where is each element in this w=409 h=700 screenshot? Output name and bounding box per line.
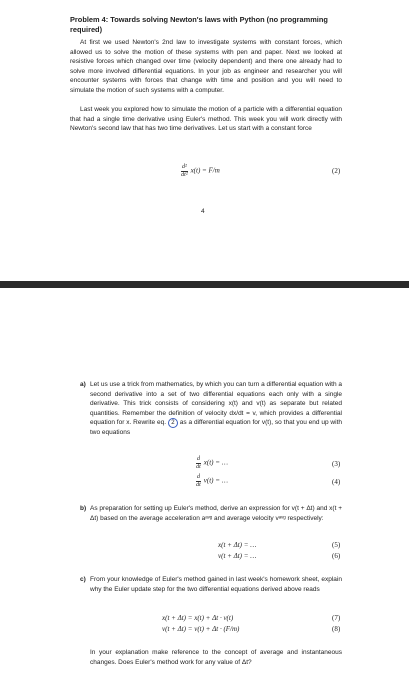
intro-paragraph-2: Last week you explored how to simulate the motion of a particle with a differential equation that had a single time derivative using Euler's method. This week you will work directly with Newton's second law that has two time derivatives. Let us start with a constant force xyxy=(70,106,342,133)
intro-paragraph: At first we used Newton's 2nd law to investigate systems with constant forces, which allowed us to solve the motion of these systems with pen and paper. Next we looked at resistive forces which changed over time (velocity dependent) and there one already had to solve more involved differential equations. In your job as engineer and researcher you will encounter systems with forces that change with time and position and you will need to simulate the motion of such systems with a computer. xyxy=(70,39,342,94)
equation-number: (3) xyxy=(332,460,341,468)
document-page-bottom xyxy=(0,288,409,700)
equation-reference[interactable]: 2 xyxy=(168,418,178,428)
part-c-text: From your knowledge of Euler's method gained in last week's homework sheet, explain why the Euler update step for the two differential equations derived above reads xyxy=(90,576,342,593)
page-number: 4 xyxy=(201,208,205,215)
equation-5: x(t + Δt) = … xyxy=(218,541,257,549)
equation-number: (6) xyxy=(332,552,341,560)
equation-3: $\frac{d}{dt}$ x(t) = … xyxy=(196,456,228,470)
part-c-label: c) xyxy=(80,576,86,583)
equation-number: (2) xyxy=(332,167,341,175)
part-a-text: Let us use a trick from mathematics, by which you can turn a differential equation with a second derivative into a set of two differential equations each only with a single derivative. This trick consists of considering x(t) and v(t) as separate but related quantities. Remember the definition of velocity dx/dt = v, which provides a differential equation for x. Rewrite eq. 2 as a differential equation for v(t), so that you end up with two equations xyxy=(90,381,342,437)
problem-heading: Problem 4: Towards solving Newton's laws with Python (no programming required) xyxy=(70,15,328,34)
equation-2: $\frac{\text{d²}}{\text{dt²}}$ x(t) = F/m xyxy=(181,164,220,178)
equation-8: v(t + Δt) = v(t) + Δt · (F/m) xyxy=(162,625,240,633)
equation-4: $\frac{d}{dt}$ v(t) = … xyxy=(196,474,228,488)
equation-number: (7) xyxy=(332,614,341,622)
document-page-top xyxy=(0,0,409,281)
fraction: $\frac{\text{d²}}{\text{dt²}}$ xyxy=(181,164,188,178)
part-a-label: a) xyxy=(80,381,86,388)
equation-number: (8) xyxy=(332,625,341,633)
page-divider xyxy=(0,281,409,288)
equation-7: x(t + Δt) = x(t) + Δt · v(t) xyxy=(162,614,234,622)
part-b-text: As preparation for setting up Euler's method, derive an expression for v(t + Δt) and x(t + Δt) based on the average acceleration aᵃᵛᵍ and average velocity vᵃᵛᵍ respectively: xyxy=(90,505,342,522)
part-c-closing: In your explanation make reference to the concept of average and instantaneous changes. Does Euler's method work for any value of Δt? xyxy=(90,649,342,666)
equation-number: (5) xyxy=(332,541,341,549)
part-b-label: b) xyxy=(80,505,87,512)
equation-6: v(t + Δt) = … xyxy=(218,552,257,560)
equation-number: (4) xyxy=(332,478,341,486)
